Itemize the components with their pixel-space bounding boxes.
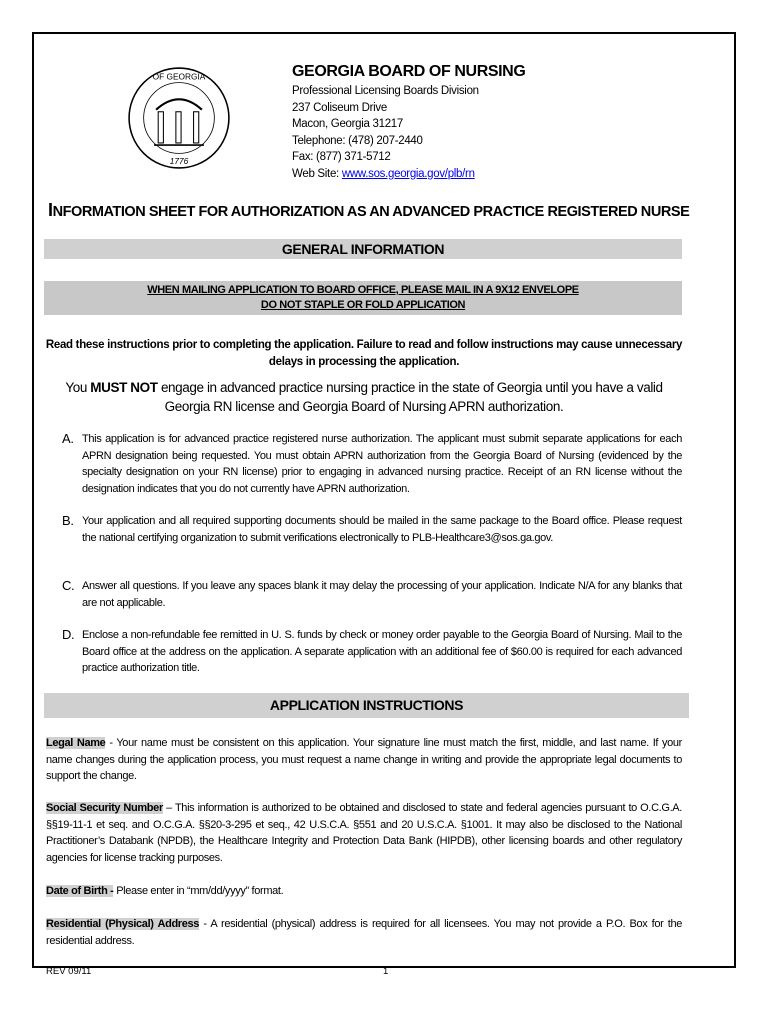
website-link[interactable]: www.sos.georgia.gov/plb/rn (341, 167, 475, 180)
info-item-a: A. This application is for advanced practice registered nurse authorization. The applicant must submit separate applications for each APRN designation being requested. You must obtain APRN authorization from the Georgia Board of Nursing (evidenced by the specialty designation on your RN license) prior to engaging in advanced nursing practice. Receipt of an RN license without the designation indicates that you do not currently have APRN authorization. (62, 431, 682, 495)
mailing-line-1: WHEN MAILING APPLICATION TO BOARD OFFICE, PLEASE MAIL IN A 9X12 ENVELOPE (147, 284, 579, 296)
ssn-instruction: Social Security Number – This information is authorized to be obtained and disclosed to state and federal agencies pursuant to O.C.G.A. §§19-11-1 et seq. and O.C.G.A. §§20-3-295 et seq., 42 U.S.C.A. §551 and 20 U.S.C.A. §1001. It may also be disclosed to the National Practitioner’s Databank (NPDB), the Healthcare Integrity and Protection Data Bank (HIPDB), other licensing boards and other regulatory agencies for license tracking purposes. (46, 802, 682, 864)
dob-instruction: Date of Birth - Please enter in “mm/dd/yyyy” format. (46, 885, 284, 897)
division: Professional Licensing Boards Division (292, 85, 479, 97)
city: Macon, Georgia 31217 (292, 118, 403, 130)
page-title (48, 200, 689, 221)
title-initial: I (48, 200, 53, 220)
telephone: Telephone: (478) 207-2440 (292, 134, 423, 147)
fax: Fax: (877) 371-5712 (292, 151, 391, 163)
board-header (292, 62, 525, 182)
must-not-notice: You MUST NOT engage in advanced practice nursing practice in the state of Georgia until you have a valid Georgia RN license and Georgia Board of Nursing APRN authorization. (65, 380, 663, 414)
page-number: 1 (383, 966, 389, 977)
website (292, 166, 525, 183)
svg-text:OF GEORGIA: OF GEORGIA (152, 71, 206, 82)
revision-label: REV 09/11 (46, 966, 92, 977)
title-text: NFORMATION SHEET FOR AUTHORIZATION AS AN ADVANCED PRACTICE REGISTERED NURSE (52, 204, 690, 220)
mailing-line-2: DO NOT STAPLE OR FOLD APPLICATION (260, 299, 466, 311)
svg-text:1776: 1776 (169, 155, 189, 166)
mailing-notice (44, 281, 682, 315)
general-info-heading: GENERAL INFORMATION (44, 239, 682, 259)
address-instruction: Residential (Physical) Address - A residential (physical) address is required for all licensees. You may not provide a P.O. Box for the residential address. (46, 918, 682, 947)
info-item-b: B. Your application and all required supporting documents should be mailed in the same package to the Board office. Please request the national certifying organization to submit verifications electronically to PLB-Healthcare3@sos.ga.gov. (62, 513, 682, 544)
georgia-state-seal (127, 66, 231, 170)
org-name: GEORGIA BOARD OF NURSING (292, 63, 526, 80)
read-notice: Read these instructions prior to completing the application. Failure to read and follow instructions may cause unnecessary delays in processing the application. (45, 339, 683, 368)
legal-name-instruction: Legal Name - Your name must be consistent on this application. Your signature line must match the first, middle, and last name. If your name changes during the application process, you must request a name change in writing and provide the appropriate legal documents to support the change. (46, 737, 682, 782)
street: 237 Coliseum Drive (292, 101, 387, 114)
application-instructions-heading: APPLICATION INSTRUCTIONS (44, 693, 689, 718)
website-label: Web Site: (292, 167, 342, 180)
info-item-c: C. Answer all questions. If you leave any spaces blank it may delay the processing of your application. Indicate N/A for any blanks that are not applicable. (62, 578, 682, 609)
info-item-d: D. Enclose a non-refundable fee remitted in U. S. funds by check or money order payable to the Georgia Board of Nursing. Mail to the Board office at the address on the application. A separate application with an additional fee of $60.00 is required for each advanced practice authorization title. (62, 627, 682, 674)
